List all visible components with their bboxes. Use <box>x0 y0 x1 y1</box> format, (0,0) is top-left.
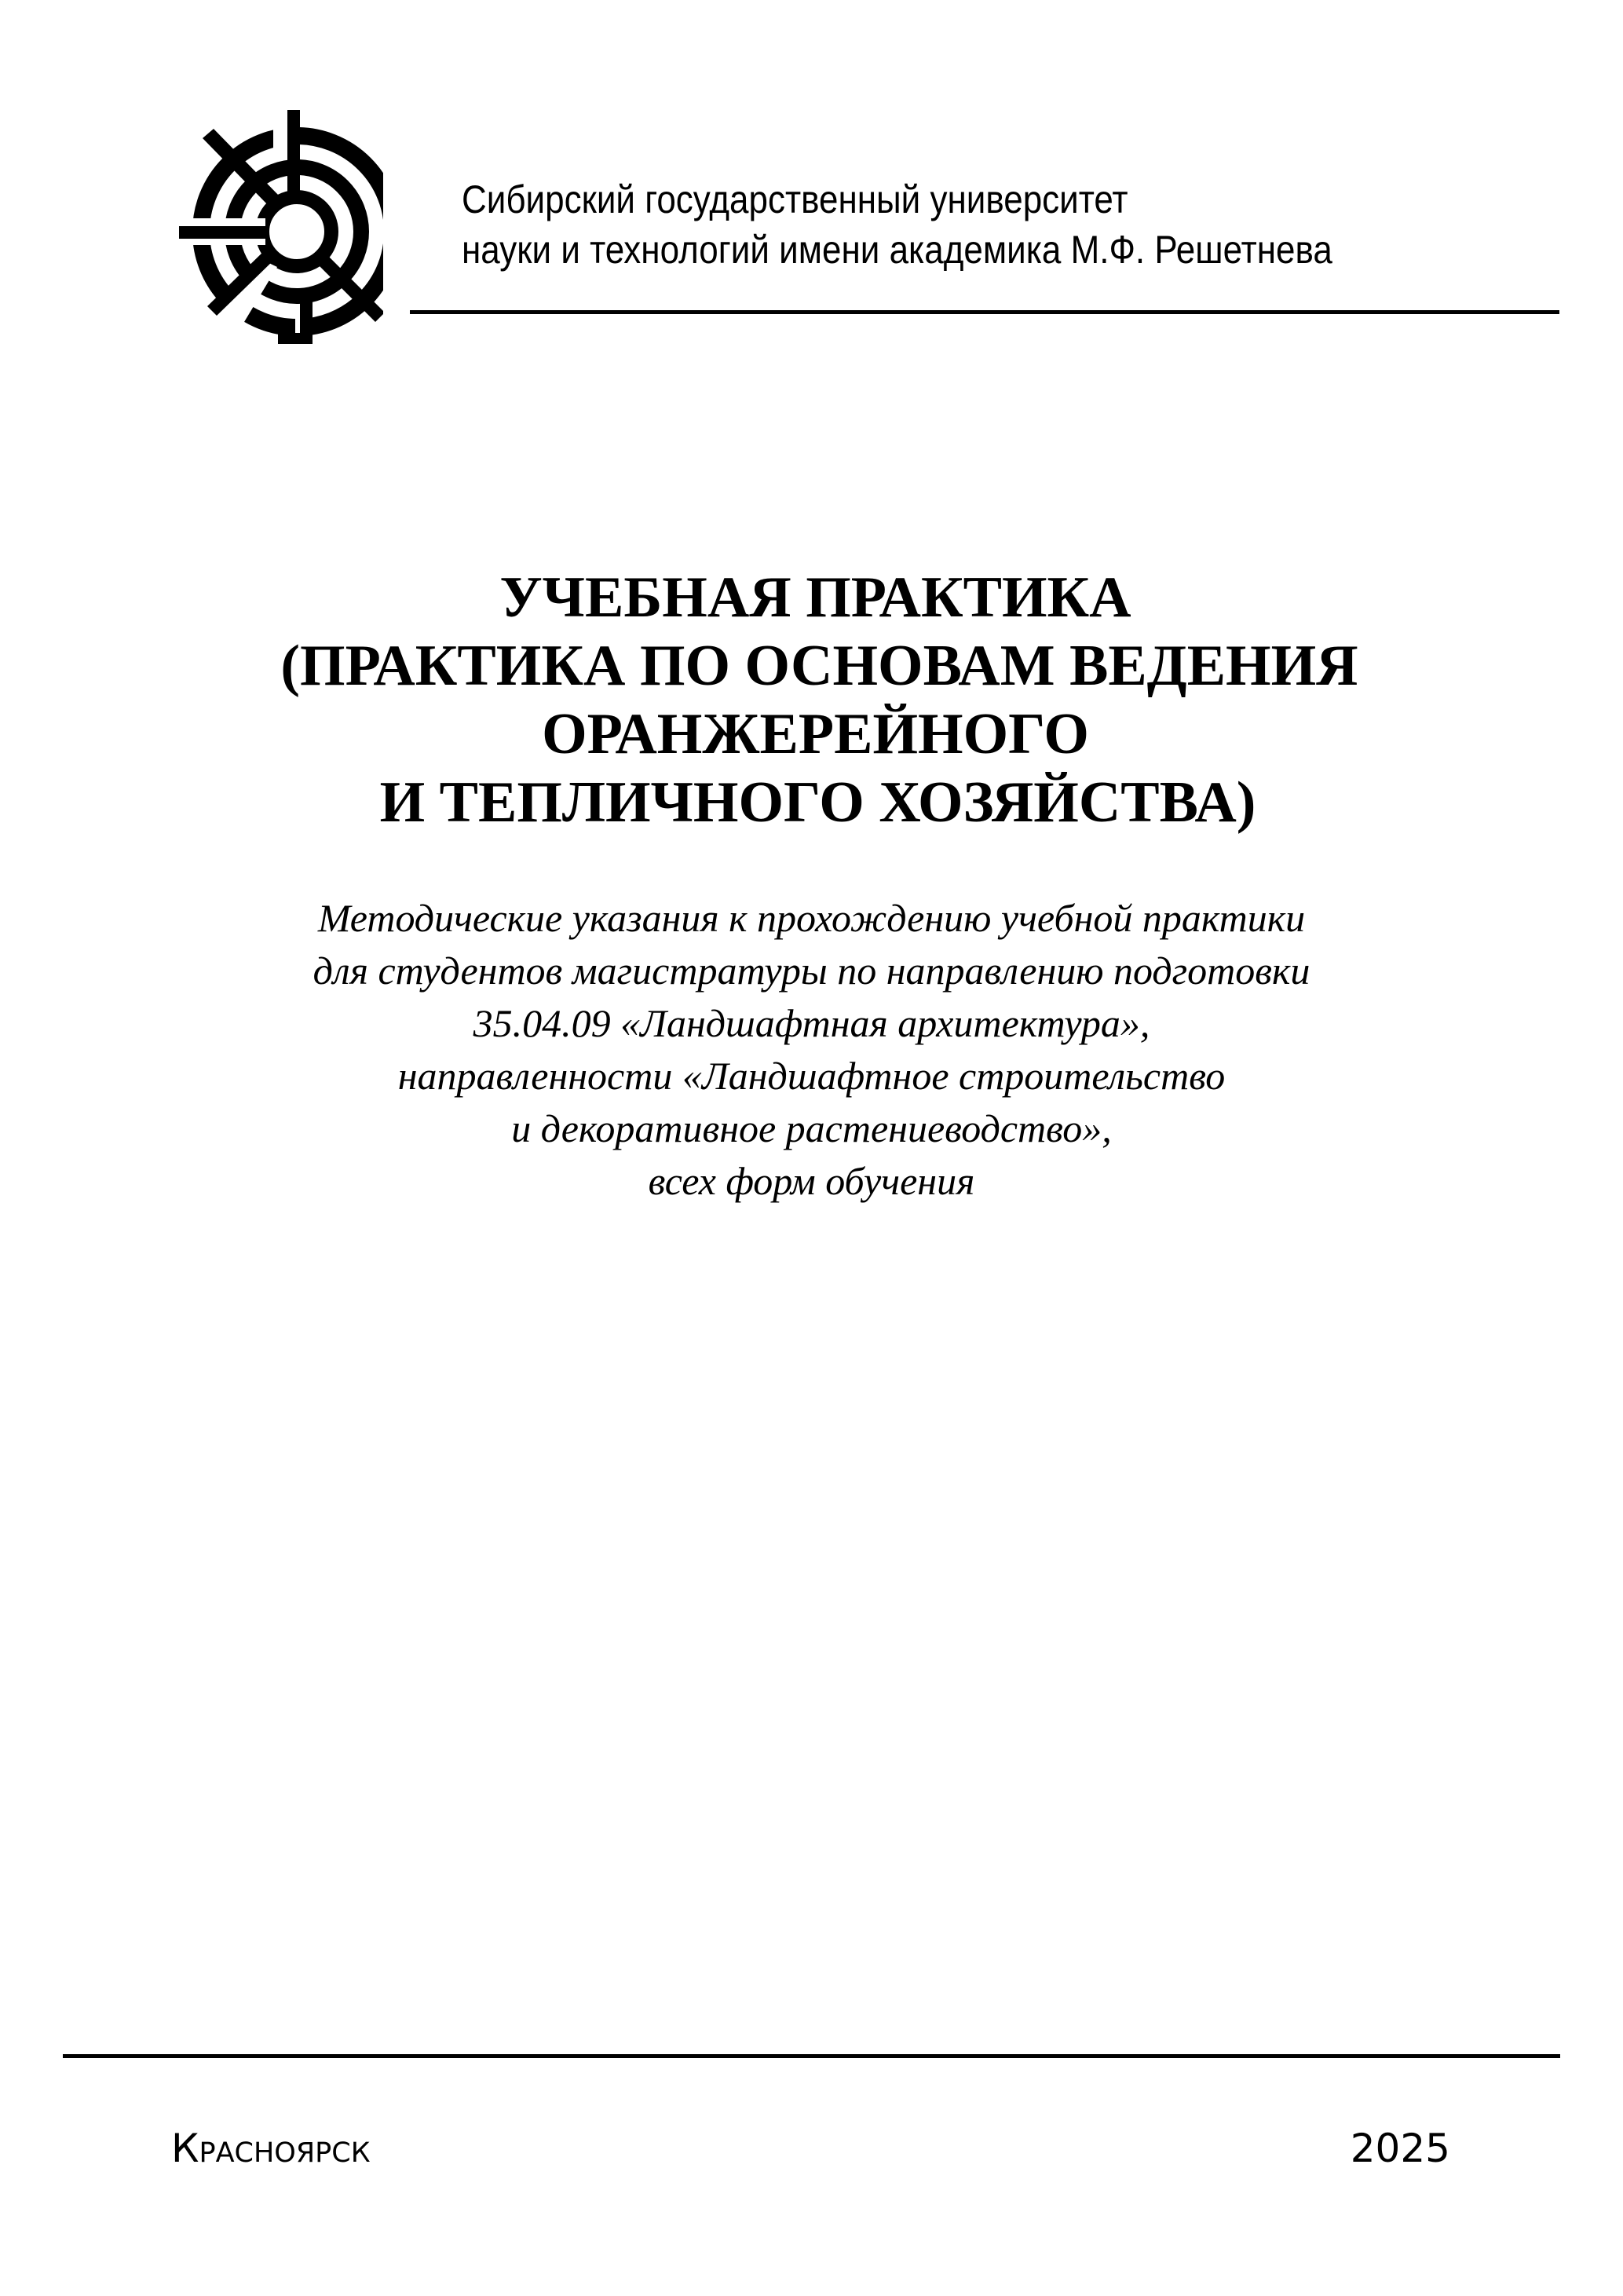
university-name-line-2: науки и технологий имени академика М.Ф. Решетнева <box>462 228 1332 272</box>
footer-divider <box>63 2054 1560 2058</box>
subtitle-line: направленности «Ландшафтное строительство <box>397 1054 1226 1098</box>
subtitle-line: всех форм обучения <box>648 1159 975 1203</box>
publication-year: 2025 <box>1350 2126 1450 2171</box>
title-line: ОРАНЖЕРЕЙНОГО <box>542 702 1089 766</box>
subtitle-line: 35.04.09 «Ландшафтная архитектура», <box>473 1001 1150 1045</box>
university-name <box>462 174 1332 275</box>
university-name-line-1: Сибирский государственный университет <box>462 177 1128 221</box>
document-subtitle <box>0 892 1623 1208</box>
subtitle-line: и декоративное растениеводство», <box>511 1106 1112 1150</box>
subtitle-line: Методические указания к прохождению учебной практики <box>317 896 1306 940</box>
header-divider <box>410 310 1559 314</box>
subtitle-line: для студентов магистратуры по направлению подготовки <box>313 949 1310 993</box>
university-emblem-icon <box>179 110 383 353</box>
title-line: И ТЕПЛИЧНОГО ХОЗЯЙСТВА) <box>379 770 1256 835</box>
document-title <box>0 564 1623 837</box>
title-line: (ПРАКТИКА ПО ОСНОВАМ ВЕДЕНИЯ <box>280 634 1358 698</box>
title-line: УЧЕБНАЯ ПРАКТИКА <box>499 565 1131 630</box>
publication-city: Красноярск <box>171 2126 371 2171</box>
